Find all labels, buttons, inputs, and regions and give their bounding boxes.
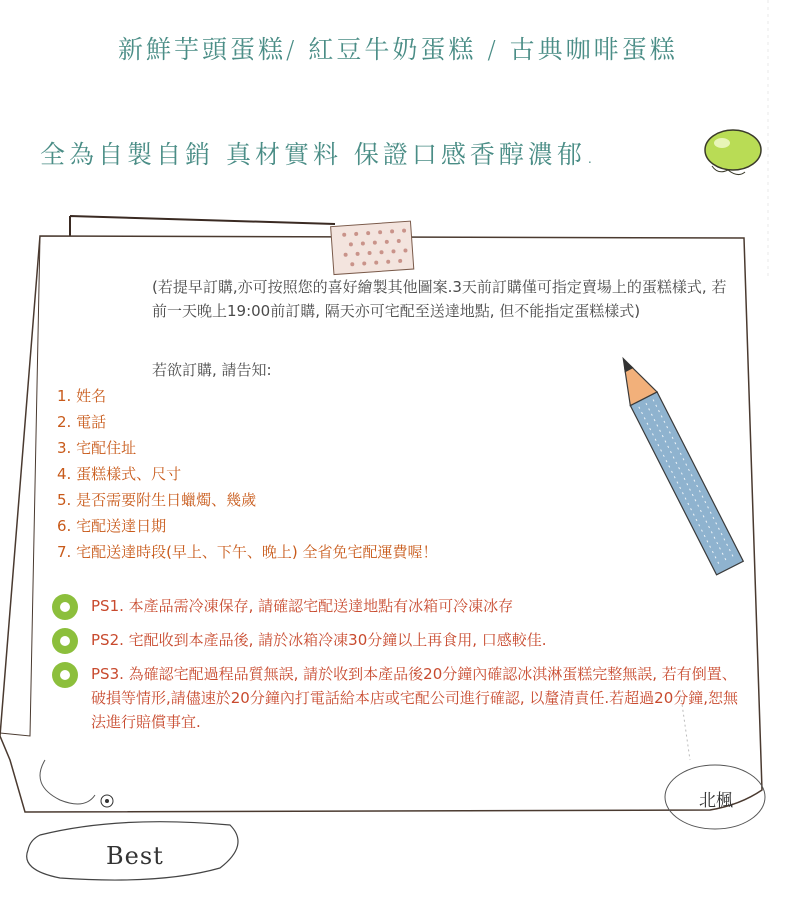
list-item: 1. 姓名 <box>57 387 107 405</box>
ps-note-1: PS1. 本產品需冷凍保存, 請確認宅配送達地點有冰箱可冷凍冰存 <box>91 597 514 615</box>
pin-icon <box>101 795 113 807</box>
order-ask-text: 若欲訂購, 請告知: <box>152 361 272 379</box>
list-item: 5. 是否需要附生日蠟燭、幾歲 <box>57 491 257 509</box>
bullet-ring-icon <box>52 662 78 688</box>
list-item: 3. 宅配住址 <box>57 439 137 457</box>
order-intro-text: (若提早訂購,亦可按照您的喜好繪製其他圖案.3天前訂購僅可指定賣場上的蛋糕樣式, 若前一天晚上19:00前訂購, 隔天亦可宅配至送達地點, 但不能指定蛋糕樣式) <box>152 278 727 320</box>
list-item: 7. 宅配送達時段(早上、下午、晚上) 全省免宅配運費喔！ <box>57 543 438 561</box>
signature-text: 北楓 <box>699 791 733 811</box>
balloon-icon <box>705 130 761 175</box>
best-label: Best <box>106 842 164 870</box>
list-item: 2. 電話 <box>57 413 107 431</box>
list-item: 4. 蛋糕樣式、尺寸 <box>57 465 182 483</box>
headline-products: 新鮮芋頭蛋糕/ 紅豆牛奶蛋糕 / 古典咖啡蛋糕 <box>118 35 678 64</box>
order-info-list <box>57 383 438 565</box>
list-item: 6. 宅配送達日期 <box>57 517 167 535</box>
bullet-ring-icon <box>52 594 78 620</box>
ps-note-2: PS2. 宅配收到本產品後, 請於冰箱冷凍30分鐘以上再食用, 口感較佳. <box>91 631 547 649</box>
tape-piece <box>331 221 414 274</box>
headline-slogan: 全為自製自銷 真材實料 保證口感香醇濃郁. <box>40 140 598 169</box>
bullet-ring-icon <box>52 628 78 654</box>
back-paper-sheet <box>70 216 335 238</box>
ps-note-3: PS3. 為確認宅配過程品質無誤, 請於收到本產品後20分鐘內確認冰淇淋蛋糕完整無誤, 若有倒置、破損等情形,請儘速於20分鐘內打電話給本店或宅配公司進行確認, 以釐清責任.若超過20分鐘,恕無法進行賠償事宜. <box>91 665 739 731</box>
